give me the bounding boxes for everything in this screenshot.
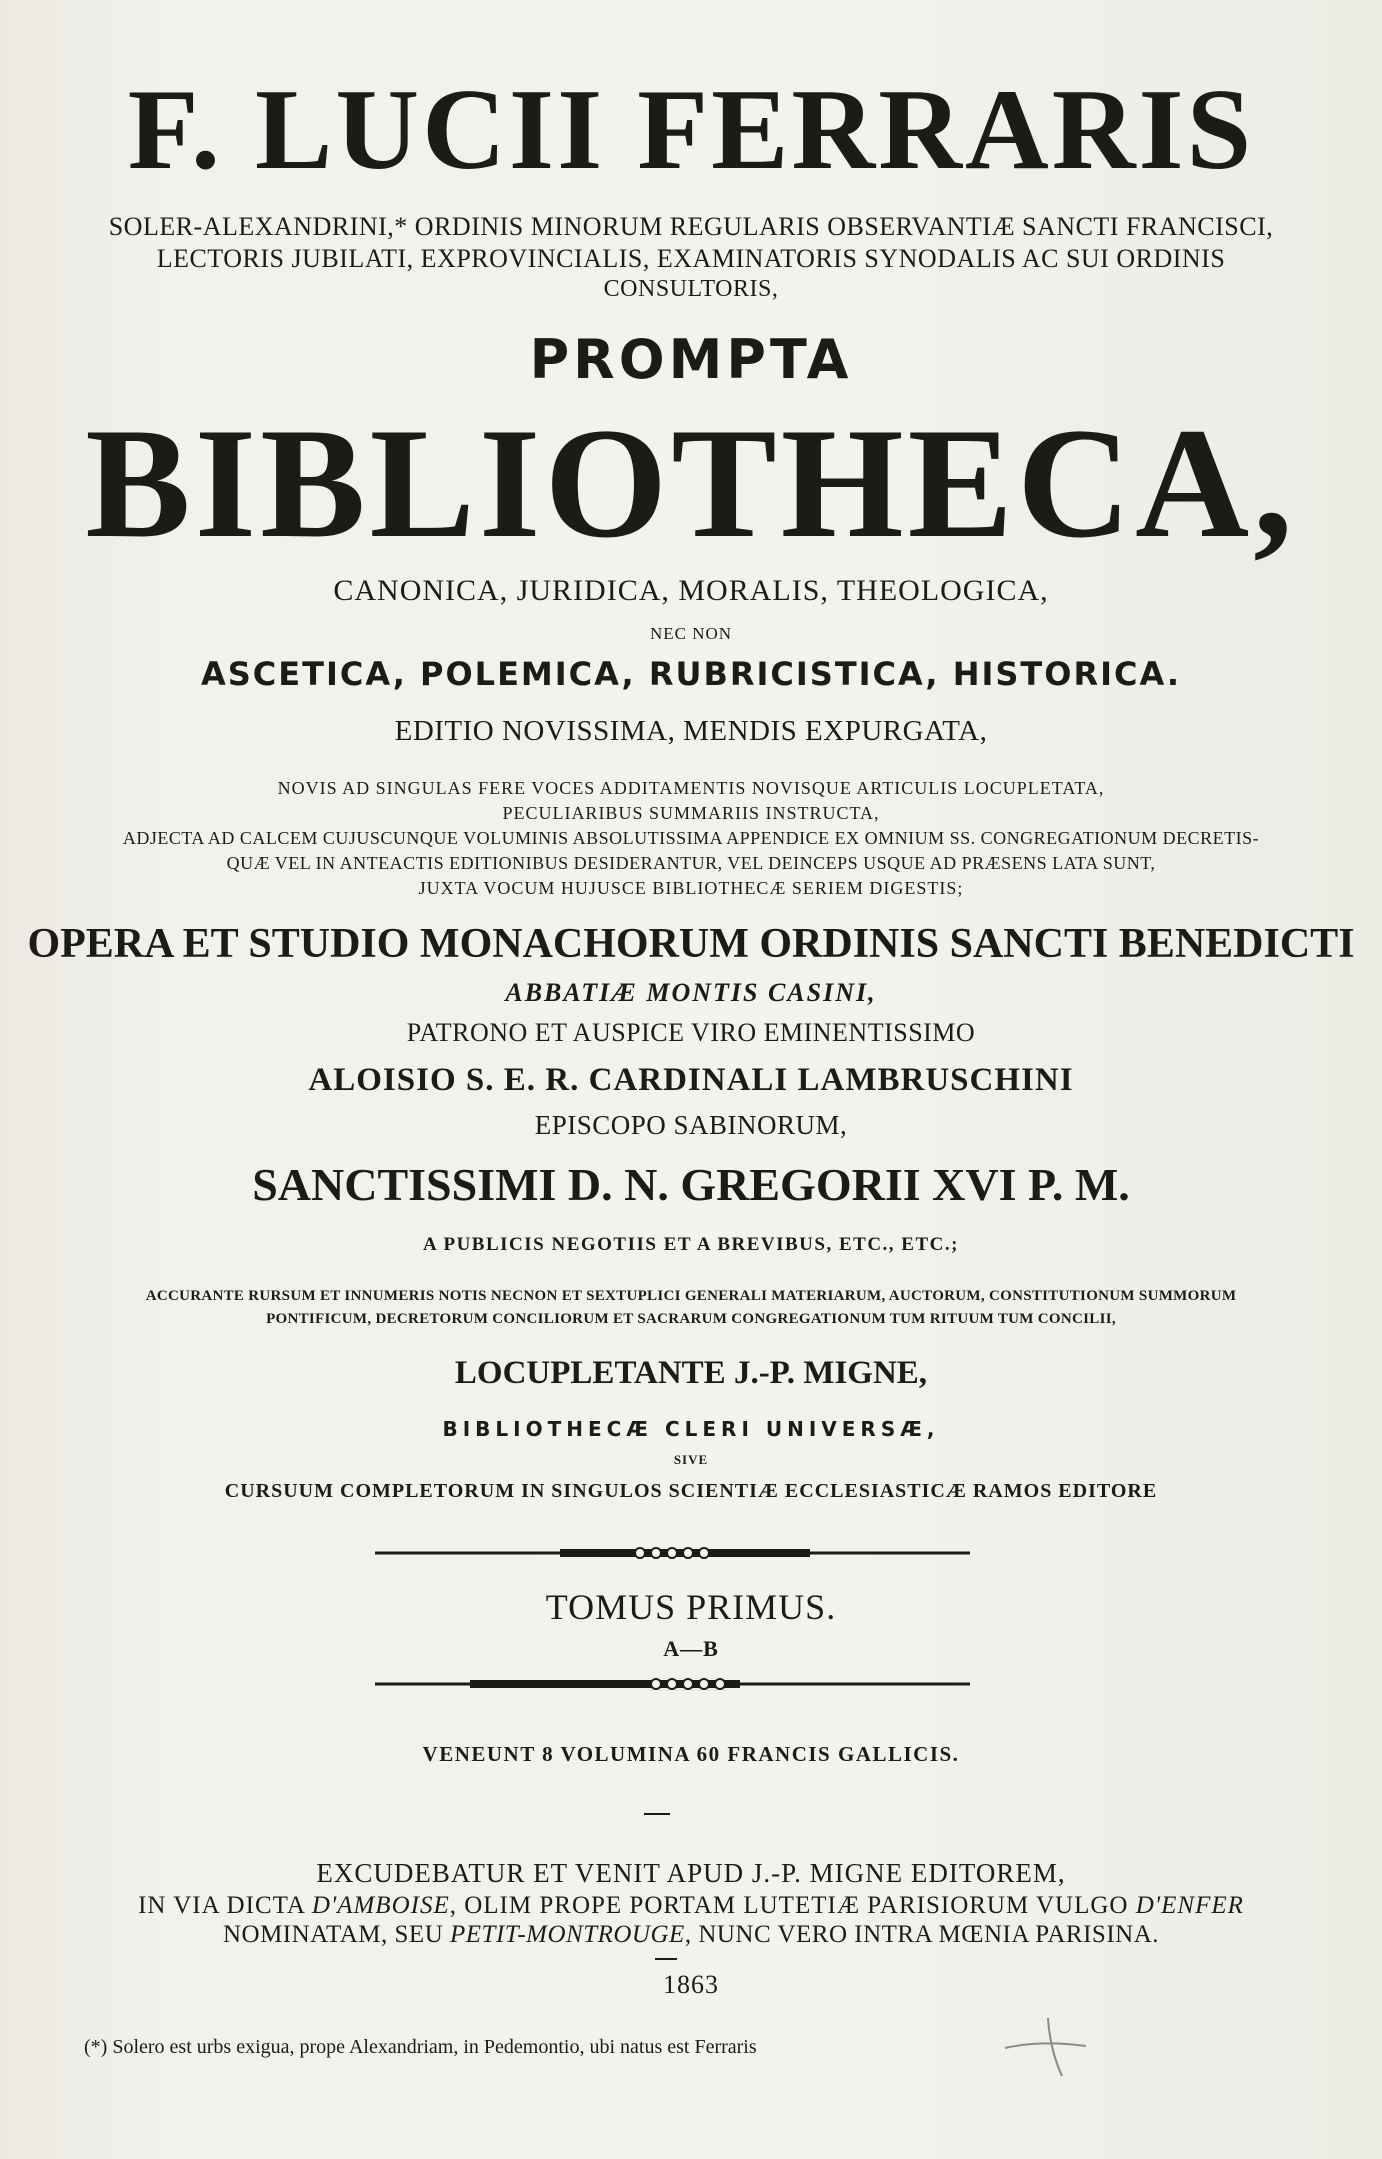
title-small: PROMPTA (529, 328, 853, 391)
author-description-line-2: LECTORIS JUBILATI, EXPROVINCIALIS, EXAMINATORIS SYNODALIS AC SUI ORDINIS (156, 244, 1226, 273)
nec-non: NEC NON (649, 624, 733, 643)
imprint-enfer: D'ENFER (1135, 1892, 1244, 1919)
cardinal-name: ALOISIO S. E. R. CARDINALI LAMBRUSCHINI (308, 1062, 1074, 1098)
edition-desc-line-2: PECULIARIBUS SUMMARIIS INSTRUCTA, (502, 803, 880, 823)
volume-range: A—B (663, 1636, 719, 1661)
author-name: F. LUCII FERRARIS (127, 66, 1255, 194)
ornamental-rule-top (0, 1545, 1382, 1561)
subjects-line-1: CANONICA, JURIDICA, MORALIS, THEOLOGICA, (333, 574, 1049, 607)
edition-desc-line-5: JUXTA VOCUM HUJUSCE BIBLIOTHECÆ SERIEM DIGESTIS; (418, 878, 964, 898)
subjects-line-2: ASCETICA, POLEMICA, RUBRICISTICA, HISTORICA. (200, 655, 1181, 693)
publication-year: 1863 (663, 1970, 719, 1999)
editors-statement: OPERA ET STUDIO MONACHORUM ORDINIS SANCTI BENEDICTI (27, 921, 1355, 967)
series-editor: CURSUUM COMPLETORUM IN SINGULOS SCIENTIÆ ECCLESIASTICÆ RAMOS EDITORE (224, 1480, 1158, 1502)
abbey-name: ABBATIÆ MONTIS CASINI, (505, 978, 877, 1007)
volume-title: TOMUS PRIMUS. (545, 1587, 837, 1627)
sive: SIVE (673, 1452, 709, 1467)
imprint-line-2-part-a: IN VIA DICTA (138, 1892, 312, 1919)
edition-desc-line-1: NOVIS AD SINGULAS FERE VOCES ADDITAMENTIS NOVISQUE ARTICULIS LOCUPLETATA, (277, 778, 1105, 798)
price-statement: VENEUNT 8 VOLUMINA 60 FRANCIS GALLICIS. (422, 1742, 960, 1766)
bishopric: EPISCOPO SABINORUM, (534, 1110, 848, 1140)
imprint-line-2 (0, 1892, 1382, 1920)
footnote: (*) Solero est urbs exigua, prope Alexandriam, in Pedemontio, ubi natus est Ferraris (84, 2036, 757, 2058)
author-description-line-3: CONSULTORIS, (603, 276, 779, 302)
title-large: BIBLIOTHECA, (85, 396, 1297, 571)
imprint-line-3 (0, 1921, 1382, 1949)
series-name: BIBLIOTHECÆ CLERI UNIVERSÆ, (442, 1417, 940, 1441)
pope-name: SANCTISSIMI D. N. GREGORII XVI P. M. (252, 1159, 1130, 1210)
imprint-line-2-part-c: , OLIM PROPE PORTAM LUTETIÆ PARISIORUM VULGO (449, 1892, 1136, 1919)
year-dash (655, 1958, 677, 1960)
publisher-statement: LOCUPLETANTE J.-P. MIGNE, (454, 1355, 928, 1391)
office-statement: A PUBLICIS NEGOTIIS ET A BREVIBUS, ETC., ETC.; (423, 1234, 959, 1255)
author-description-line-1: SOLER-ALEXANDRINI,* ORDINIS MINORUM REGULARIS OBSERVANTIÆ SANCTI FRANCISCI, (108, 212, 1274, 241)
accurante-line-1: ACCURANTE RURSUM ET INNUMERIS NOTIS NECNON ET SEXTUPLICI GENERALI MATERIARUM, AUCTORUM, CONSTITUTIONUM SUMMORUM (145, 1288, 1237, 1304)
imprint-line-3-part-a: NOMINATAM, SEU (222, 1921, 450, 1948)
handwritten-mark (1000, 2010, 1090, 2080)
edition-statement: EDITIO NOVISSIMA, MENDIS EXPURGATA, (394, 715, 988, 747)
accurante-line-2: PONTIFICUM, DECRETORUM CONCILIORUM ET SACRARUM CONGREGATIONUM TUM RITUUM TUM CONCILII, (266, 1311, 1116, 1327)
imprint-line-1: EXCUDEBATUR ET VENIT APUD J.-P. MIGNE EDITOREM, (316, 1858, 1066, 1888)
edition-desc-line-4: QUÆ VEL IN ANTEACTIS EDITIONIBUS DESIDERANTUR, VEL DEINCEPS USQUE AD PRÆSENS LATA SUNT, (226, 853, 1156, 873)
imprint-street-amboise: D'AMBOISE (311, 1892, 450, 1919)
imprint-petit-montrouge: PETIT-MONTROUGE (450, 1921, 685, 1948)
divider-dash (644, 1813, 670, 1815)
patron-statement: PATRONO ET AUSPICE VIRO EMINENTISSIMO (406, 1018, 976, 1047)
imprint-line-3-part-c: , NUNC VERO INTRA MŒNIA PARISINA. (684, 1921, 1160, 1948)
ornamental-rule-bottom (0, 1676, 1382, 1692)
edition-desc-line-3: ADJECTA AD CALCEM CUJUSCUNQUE VOLUMINIS ABSOLUTISSIMA APPENDICE EX OMNIUM SS. CONGREGATIONUM DECRETIS- (122, 828, 1260, 848)
